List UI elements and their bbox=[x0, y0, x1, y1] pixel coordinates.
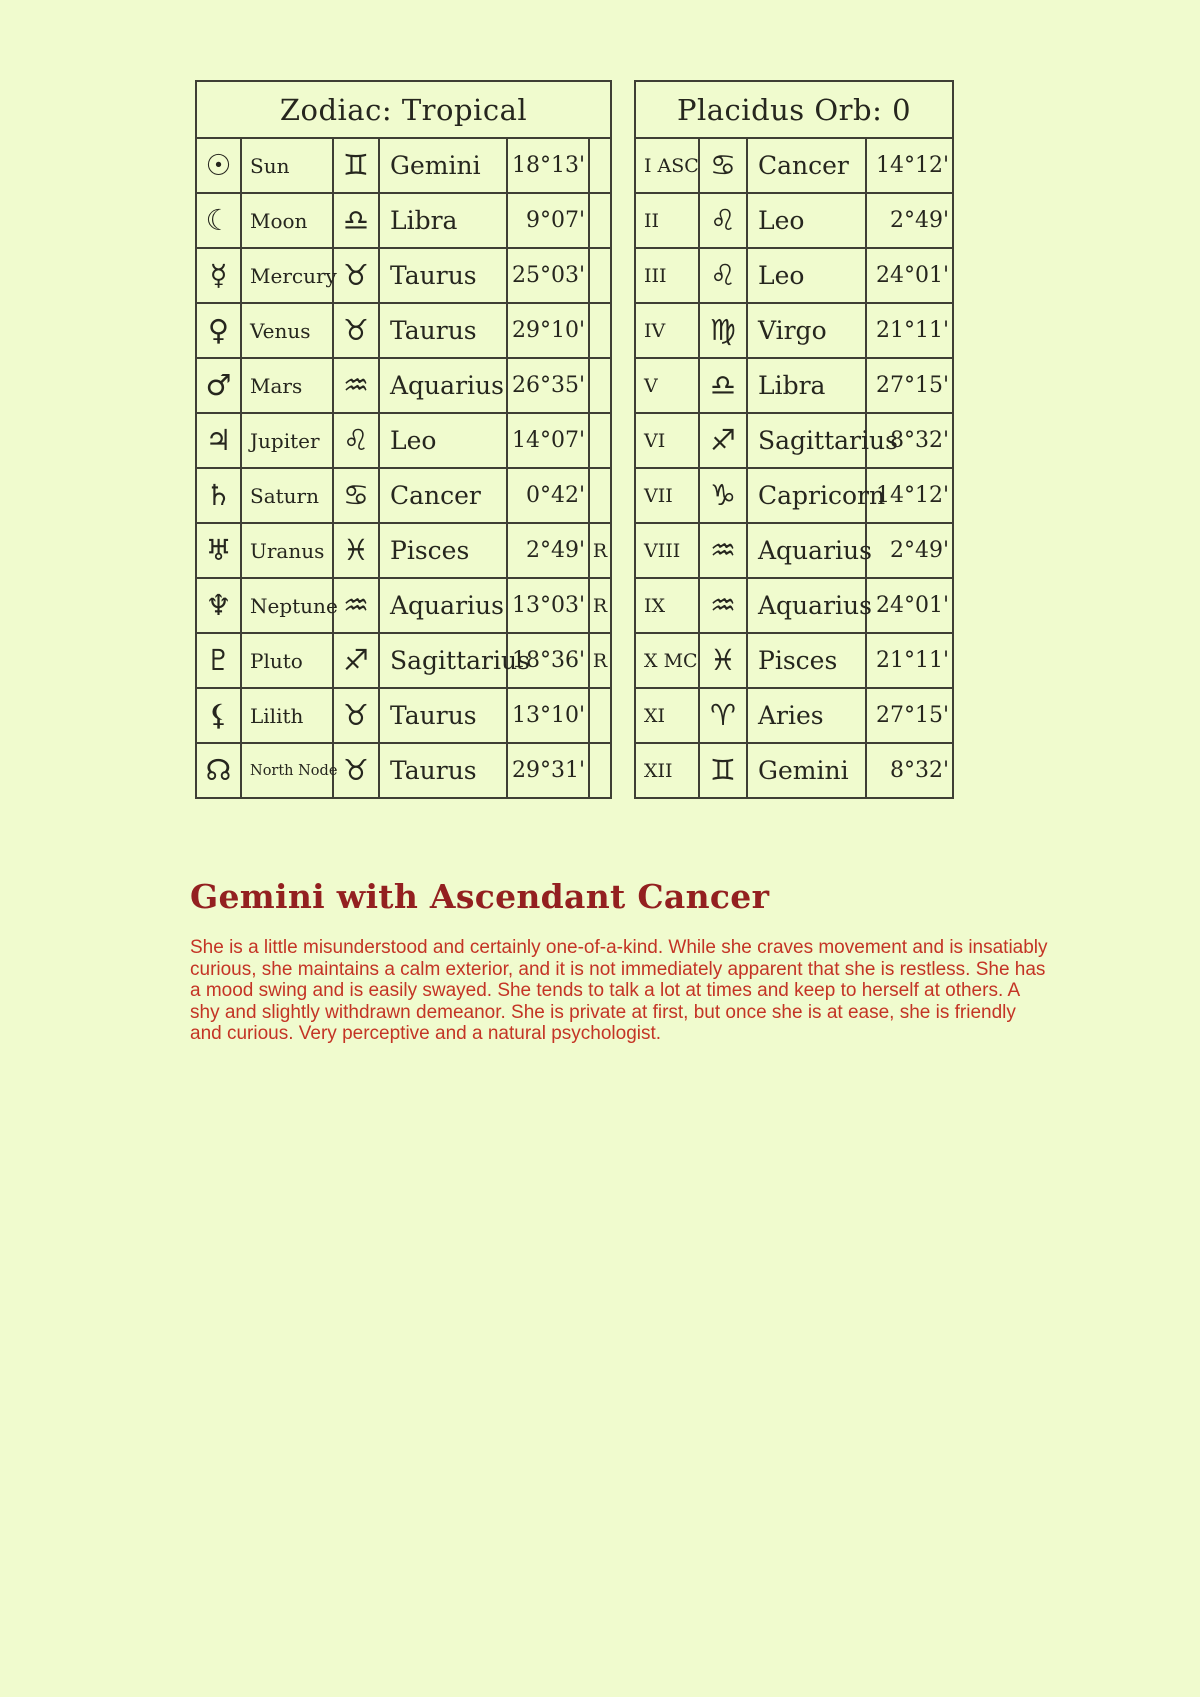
aquarius-icon: ♒ bbox=[333, 578, 379, 633]
cancer-icon: ♋ bbox=[699, 138, 747, 193]
house-label: VII bbox=[635, 468, 699, 523]
mars-icon: ♂ bbox=[196, 358, 241, 413]
mercury-icon: ☿ bbox=[196, 248, 241, 303]
planet-row bbox=[196, 248, 611, 303]
sagittarius-icon: ♐ bbox=[699, 413, 747, 468]
sign-name: Taurus bbox=[379, 248, 507, 303]
degree-value: 27°15' bbox=[866, 358, 953, 413]
zodiac-table bbox=[195, 80, 612, 799]
retrograde-marker bbox=[589, 688, 611, 743]
degree-value: 18°36' bbox=[507, 633, 589, 688]
capricorn-icon: ♑ bbox=[699, 468, 747, 523]
retrograde-marker bbox=[589, 468, 611, 523]
house-row bbox=[635, 193, 953, 248]
jupiter-icon: ♃ bbox=[196, 413, 241, 468]
house-row bbox=[635, 413, 953, 468]
degree-value: 14°12' bbox=[866, 468, 953, 523]
house-row bbox=[635, 523, 953, 578]
zodiac-table-header bbox=[196, 81, 611, 138]
planet-name: Saturn bbox=[241, 468, 333, 523]
retrograde-marker bbox=[589, 193, 611, 248]
leo-icon: ♌ bbox=[699, 193, 747, 248]
aquarius-icon: ♒ bbox=[333, 358, 379, 413]
degree-value: 2°49' bbox=[866, 523, 953, 578]
retrograde-marker bbox=[589, 248, 611, 303]
house-row bbox=[635, 138, 953, 193]
degree-value: 14°12' bbox=[866, 138, 953, 193]
sign-name: Libra bbox=[747, 358, 866, 413]
cancer-icon: ♋ bbox=[333, 468, 379, 523]
sagittarius-icon: ♐ bbox=[333, 633, 379, 688]
chart-tables bbox=[195, 80, 954, 799]
sign-name: Leo bbox=[747, 193, 866, 248]
planet-name: Pluto bbox=[241, 633, 333, 688]
houses-table-header bbox=[635, 81, 953, 138]
taurus-icon: ♉ bbox=[333, 303, 379, 358]
planet-name: Sun bbox=[241, 138, 333, 193]
planet-name: Mars bbox=[241, 358, 333, 413]
retrograde-marker: R bbox=[589, 523, 611, 578]
planet-row bbox=[196, 138, 611, 193]
planet-row bbox=[196, 303, 611, 358]
house-label: VIII bbox=[635, 523, 699, 578]
house-row bbox=[635, 468, 953, 523]
sign-name: Taurus bbox=[379, 743, 507, 798]
retrograde-marker bbox=[589, 743, 611, 798]
house-row bbox=[635, 633, 953, 688]
sign-name: Sagittarius bbox=[379, 633, 507, 688]
house-row bbox=[635, 578, 953, 633]
house-label: II bbox=[635, 193, 699, 248]
house-label: IV bbox=[635, 303, 699, 358]
sign-name: Aquarius bbox=[379, 358, 507, 413]
sign-name: Taurus bbox=[379, 688, 507, 743]
planet-row bbox=[196, 413, 611, 468]
aries-icon: ♈ bbox=[699, 688, 747, 743]
houses-table bbox=[634, 80, 954, 799]
planet-row bbox=[196, 578, 611, 633]
sign-name: Sagittarius bbox=[747, 413, 866, 468]
retrograde-marker bbox=[589, 303, 611, 358]
houses-table-title: Placidus Orb: 0 bbox=[635, 81, 953, 138]
retrograde-marker bbox=[589, 138, 611, 193]
aquarius-icon: ♒ bbox=[699, 578, 747, 633]
planet-row bbox=[196, 358, 611, 413]
planet-name: Jupiter bbox=[241, 413, 333, 468]
gemini-icon: ♊ bbox=[333, 138, 379, 193]
sign-name: Libra bbox=[379, 193, 507, 248]
sign-name: Leo bbox=[747, 248, 866, 303]
planet-name: Neptune bbox=[241, 578, 333, 633]
sign-name: Virgo bbox=[747, 303, 866, 358]
degree-value: 8°32' bbox=[866, 743, 953, 798]
sun-icon: ☉ bbox=[196, 138, 241, 193]
house-row bbox=[635, 248, 953, 303]
house-label: V bbox=[635, 358, 699, 413]
leo-icon: ♌ bbox=[699, 248, 747, 303]
degree-value: 14°07' bbox=[507, 413, 589, 468]
taurus-icon: ♉ bbox=[333, 688, 379, 743]
planet-name: Venus bbox=[241, 303, 333, 358]
planet-row bbox=[196, 633, 611, 688]
planet-name: Moon bbox=[241, 193, 333, 248]
planet-name: Lilith bbox=[241, 688, 333, 743]
house-label: III bbox=[635, 248, 699, 303]
planet-row bbox=[196, 743, 611, 798]
retrograde-marker: R bbox=[589, 633, 611, 688]
planet-row bbox=[196, 468, 611, 523]
sign-name: Capricorn bbox=[747, 468, 866, 523]
saturn-icon: ♄ bbox=[196, 468, 241, 523]
retrograde-marker bbox=[589, 413, 611, 468]
degree-value: 0°42' bbox=[507, 468, 589, 523]
house-label: VI bbox=[635, 413, 699, 468]
sign-name: Cancer bbox=[379, 468, 507, 523]
taurus-icon: ♉ bbox=[333, 248, 379, 303]
planet-name: Uranus bbox=[241, 523, 333, 578]
sign-name: Aries bbox=[747, 688, 866, 743]
aquarius-icon: ♒ bbox=[699, 523, 747, 578]
house-label: XII bbox=[635, 743, 699, 798]
house-label: XI bbox=[635, 688, 699, 743]
pisces-icon: ♓ bbox=[699, 633, 747, 688]
planet-name: North Node bbox=[241, 743, 333, 798]
degree-value: 2°49' bbox=[507, 523, 589, 578]
gemini-icon: ♊ bbox=[699, 743, 747, 798]
libra-icon: ♎ bbox=[699, 358, 747, 413]
house-label: I ASC bbox=[635, 138, 699, 193]
sign-name: Taurus bbox=[379, 303, 507, 358]
taurus-icon: ♉ bbox=[333, 743, 379, 798]
degree-value: 29°31' bbox=[507, 743, 589, 798]
house-row bbox=[635, 358, 953, 413]
degree-value: 24°01' bbox=[866, 248, 953, 303]
degree-value: 21°11' bbox=[866, 633, 953, 688]
sign-name: Gemini bbox=[747, 743, 866, 798]
degree-value: 18°13' bbox=[507, 138, 589, 193]
report-description: She is a little misunderstood and certainly one-of-a-kind. While she craves movement and is insatiably curious, she maintains a calm exterior, and it is not immediately apparent that she is restless. She has a mood swing and is easily swayed. She tends to talk a lot at times and keep to herself at others. A shy and slightly withdrawn demeanor. She is private at first, but once she is at ease, she is friendly and curious. Very perceptive and a natural psychologist. bbox=[190, 937, 1048, 1044]
degree-value: 27°15' bbox=[866, 688, 953, 743]
house-label: IX bbox=[635, 578, 699, 633]
house-row bbox=[635, 303, 953, 358]
sign-name: Pisces bbox=[379, 523, 507, 578]
north-node-icon: ☊ bbox=[196, 743, 241, 798]
degree-value: 26°35' bbox=[507, 358, 589, 413]
degree-value: 2°49' bbox=[866, 193, 953, 248]
planet-row bbox=[196, 523, 611, 578]
degree-value: 13°03' bbox=[507, 578, 589, 633]
house-label: X MC bbox=[635, 633, 699, 688]
sign-name: Pisces bbox=[747, 633, 866, 688]
sign-name: Cancer bbox=[747, 138, 866, 193]
pluto-icon: ♇ bbox=[196, 633, 241, 688]
pisces-icon: ♓ bbox=[333, 523, 379, 578]
lilith-icon: ⚸ bbox=[196, 688, 241, 743]
report-heading: Gemini with Ascendant Cancer bbox=[190, 877, 770, 917]
degree-value: 21°11' bbox=[866, 303, 953, 358]
sign-name: Gemini bbox=[379, 138, 507, 193]
degree-value: 29°10' bbox=[507, 303, 589, 358]
neptune-icon: ♆ bbox=[196, 578, 241, 633]
house-row bbox=[635, 743, 953, 798]
leo-icon: ♌ bbox=[333, 413, 379, 468]
sign-name: Aquarius bbox=[379, 578, 507, 633]
degree-value: 13°10' bbox=[507, 688, 589, 743]
house-row bbox=[635, 688, 953, 743]
sign-name: Leo bbox=[379, 413, 507, 468]
planet-name: Mercury bbox=[241, 248, 333, 303]
degree-value: 24°01' bbox=[866, 578, 953, 633]
retrograde-marker bbox=[589, 358, 611, 413]
uranus-icon: ♅ bbox=[196, 523, 241, 578]
degree-value: 9°07' bbox=[507, 193, 589, 248]
venus-icon: ♀ bbox=[196, 303, 241, 358]
moon-icon: ☾ bbox=[196, 193, 241, 248]
sign-name: Aquarius bbox=[747, 578, 866, 633]
virgo-icon: ♍ bbox=[699, 303, 747, 358]
degree-value: 25°03' bbox=[507, 248, 589, 303]
planet-row bbox=[196, 193, 611, 248]
libra-icon: ♎ bbox=[333, 193, 379, 248]
retrograde-marker: R bbox=[589, 578, 611, 633]
sign-name: Aquarius bbox=[747, 523, 866, 578]
degree-value: 8°32' bbox=[866, 413, 953, 468]
planet-row bbox=[196, 688, 611, 743]
zodiac-table-title: Zodiac: Tropical bbox=[196, 81, 611, 138]
